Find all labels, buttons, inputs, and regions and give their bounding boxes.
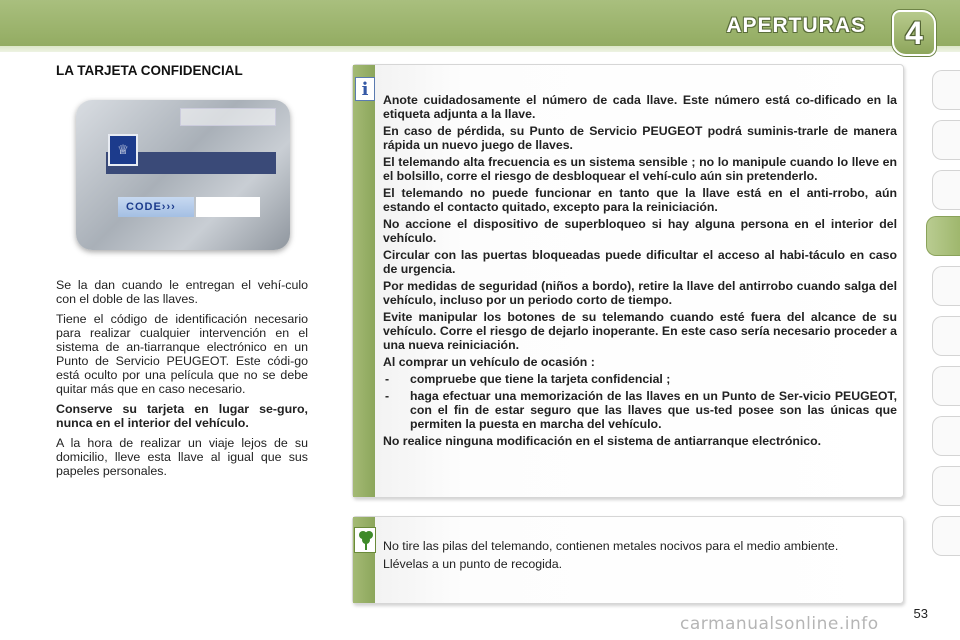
card-code-label: CODE››› — [118, 197, 194, 217]
lion-logo-icon: ♕ — [108, 134, 138, 166]
info-bullet: - haga efectuar una memorización de las llaves en un Punto de Ser-vicio PEUGEOT, con el fin de estar seguro que las llaves que us-ted posee son las únicas que permiten la puesta en marcha del vehículo. — [383, 389, 897, 431]
left-text-block — [56, 278, 308, 484]
info-paragraph: Por medidas de seguridad (niños a bordo), retire la llave del antirrobo cuando salga del vehículo, incluso por un periodo corto de tiempo. — [383, 279, 897, 307]
info-paragraph: Circular con las puertas bloqueadas puede dificultar el acceso al habi-táculo en caso de urgencia. — [383, 248, 897, 276]
info-bullet: - compruebe que tiene la tarjeta confidencial ; — [383, 372, 897, 386]
info-paragraph: En caso de pérdida, su Punto de Servicio PEUGEOT podrá suminis-trarle de manera rápida un nuevo juego de llaves. — [383, 124, 897, 152]
eco-paragraph: No tire las pilas del telemando, contienen metales nocivos para el medio ambiente. — [383, 539, 839, 553]
info-paragraph: No accione el dispositivo de superbloqueo si hay alguna persona en el interior del vehículo. — [383, 217, 897, 245]
info-paragraph: El telemando alta frecuencia es un sistema sensible ; no lo manipule cuando lo lleve en el bolsillo, corre el riesgo de desbloquear el vehí-culo aún sin pretenderlo. — [383, 155, 897, 183]
left-paragraph: A la hora de realizar un viaje lejos de su domicilio, lleve esta llave al igual que sus papeles personales. — [56, 436, 308, 478]
info-panel-body — [383, 93, 897, 451]
eco-paragraph: Llévelas a un punto de recogida. — [383, 557, 563, 571]
chapter-tab-10[interactable] — [932, 516, 960, 556]
chapter-tab-7[interactable] — [932, 366, 960, 406]
chapter-title: APERTURAS — [726, 14, 866, 37]
info-paragraph: El telemando no puede funcionar en tanto que la llave está en el anti-rrobo, aún estando el contacto quitado, excepto para la reiniciación. — [383, 186, 897, 214]
info-paragraph: Anote cuidadosamente el número de cada llave. Este número está co-dificado en la etiqueta adjunta a la llave. — [383, 93, 897, 121]
tree-icon — [354, 527, 376, 553]
eco-panel — [352, 516, 904, 604]
info-closing: No realice ninguna modificación en el sistema de antiarranque electrónico. — [383, 434, 822, 448]
chapter-number: 4 — [905, 14, 923, 51]
confidential-card-illustration — [76, 100, 290, 250]
card-code-box — [196, 197, 260, 217]
chapter-tab-4-active[interactable] — [926, 216, 960, 256]
info-paragraph: Evite manipular los botones de su telemando cuando esté fuera del alcance de su vehículo. Corre el riesgo de dejarlo inoperante. En este caso sería necesario proceder a una nueva reiniciación. — [383, 310, 897, 352]
chapter-tab-2[interactable] — [932, 120, 960, 160]
chapter-tab-1[interactable] — [932, 70, 960, 110]
info-panel — [352, 64, 904, 498]
info-icon: i — [355, 77, 375, 101]
card-sticker — [180, 108, 276, 126]
eco-panel-body — [383, 539, 897, 575]
chapter-tab-9[interactable] — [932, 466, 960, 506]
page-number: 53 — [913, 606, 928, 621]
header-strip — [0, 46, 960, 52]
info-paragraph: Al comprar un vehículo de ocasión : — [383, 355, 595, 369]
chapter-tabs — [926, 70, 960, 570]
card-body — [76, 100, 290, 250]
chapter-badge — [892, 10, 936, 56]
chapter-tab-6[interactable] — [932, 316, 960, 356]
page-header — [0, 0, 960, 62]
info-panel-bar — [353, 65, 375, 497]
chapter-tab-3[interactable] — [932, 170, 960, 210]
left-paragraph: Tiene el código de identificación necesario para realizar cualquier intervención en el sistema de an-tiarranque electrónico en un Punto de Servicio PEUGEOT. Este códi-go está oculto por una película que no se debe quitar más que en caso necesario. — [56, 312, 308, 396]
left-paragraph: Se la dan cuando le entregan el vehí-culo con el doble de las llaves. — [56, 278, 308, 306]
section-title: LA TARJETA CONFIDENCIAL — [56, 63, 243, 78]
watermark: carmanualsonline.info — [680, 614, 879, 634]
chapter-tab-5[interactable] — [932, 266, 960, 306]
left-paragraph-warning: Conserve su tarjeta en lugar se-guro, nunca en el interior del vehículo. — [56, 402, 308, 430]
chapter-tab-8[interactable] — [932, 416, 960, 456]
